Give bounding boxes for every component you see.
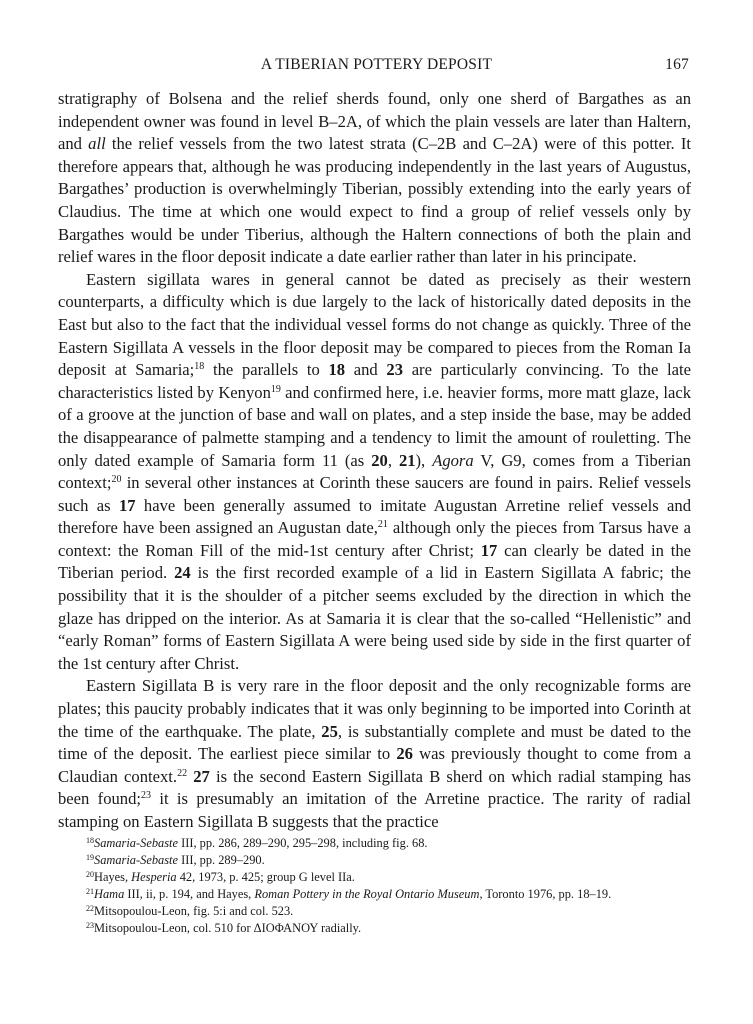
text-run: ), [415, 450, 433, 470]
text-run: Mitsopoulou-Leon, col. 510 for ΔΙΟΦΑΝΟΥ radially. [94, 921, 362, 935]
running-title: A TIBERIAN POTTERY DEPOSIT [260, 56, 493, 73]
catalogue-number: 26 [396, 744, 413, 764]
text-run: III, pp. 289–290. [177, 853, 265, 867]
italic-text: Hesperia [131, 870, 177, 884]
footnote-ref: 23 [141, 790, 151, 802]
footnote [58, 886, 691, 903]
text-run: the parallels to [204, 360, 329, 380]
paragraph [58, 269, 691, 676]
text-run: Hayes, [94, 870, 132, 884]
text-run: was previously thought to come from a Claudian context. [58, 744, 691, 786]
text-run: the relief vessels from the two latest strata (C–2B and C–2A) were of this potter. It therefore appears that, although he was producing independently in the last years of Augustus, Bargathes’ production is overwhelmingly Tiberian, possibly extending into the early years of Claudius. The time at which one would expect to find a group of relief vessels only by Bargathes would be under Tiberius, although the Haltern connections of both the plain and relief wares in the floor deposit indicate a date earlier rather than later in his principate. [58, 134, 691, 267]
text-run: 42, 1973, p. 425; group G level IIa. [176, 870, 355, 884]
footnote-ref: 19 [86, 853, 94, 862]
italic-text: Samaria-Sebaste [94, 853, 178, 867]
footnote-ref: 20 [111, 474, 122, 486]
catalogue-number: 24 [174, 563, 191, 583]
text-run: V, G9, comes from a Tiberian context; [58, 450, 691, 493]
italic-text: all [88, 134, 106, 154]
footnote-ref: 22 [86, 904, 94, 913]
text-run: is the first recorded example of a lid in Eastern Sigillata A fabric; the possibility that it is the shoulder of a pitcher seems excluded by the direction in which the glaze has dripped on the interior. As at Samaria it is clear that the so-called “Hellenistic” and “early Roman” forms of Eastern Sigillata A were being used side by side in the first quarter of the 1st century after Christ. [58, 563, 691, 673]
footnote [58, 903, 691, 920]
text-run: stratigraphy of Bolsena and the relief sherds found, only one sherd of Bargathes as an independent owner was found in level B–2A, of which the plain vessels are later than Haltern, and [58, 89, 691, 154]
footnotes [58, 835, 691, 937]
text-run: can clearly be dated in the Tiberian period. [58, 540, 691, 583]
text-run: III, pp. 286, 289–290, 295–298, including fig. 68. [177, 836, 428, 850]
text-run: have been generally assumed to imitate Augustan Arretine relief vessels and therefore have been assigned an Augustan date, [58, 495, 691, 538]
footnote-ref: 19 [270, 383, 281, 395]
footnote [58, 920, 691, 937]
catalogue-number: 25 [321, 721, 338, 741]
text-run: and [345, 360, 387, 380]
footnote-ref: 21 [377, 519, 388, 531]
italic-text: Roman Pottery in the Royal Ontario Museum [254, 887, 480, 901]
footnote-ref: 18 [86, 836, 94, 845]
text-run: , Toronto 1976, pp. 18–19. [479, 887, 612, 901]
italic-text: Agora [432, 450, 474, 470]
catalogue-number: 21 [398, 450, 416, 470]
running-header [0, 56, 753, 76]
catalogue-number: 23 [386, 360, 403, 380]
italic-text: Samaria-Sebaste [94, 836, 178, 850]
text-run: III, ii, p. 194, and Hayes, [124, 887, 255, 901]
footnote [58, 869, 691, 886]
text-run: it is presumably an imitation of the Arretine practice. The rarity of radial stamping on Eastern Sigillata B suggests that the practice [58, 789, 691, 831]
text-run: and confirmed here, i.e. heavier forms, more matt glaze, lack of a groove at the junction of base and wall on plates, and a step inside the base, may be added the disappearance of palmette stamping and a tendency to limit the amount of rouletting. The only dated example of Samaria form 11 (as [58, 382, 692, 470]
catalogue-number: 17 [118, 495, 136, 515]
text-run: Eastern Sigillata B is very rare in the floor deposit and the only recognizable forms are plates; this paucity probably indicates that it was only beginning to be imported into Corinth at the time of the earthquake. The plate, [58, 676, 691, 741]
text-run: Eastern sigillata wares in general cannot be dated as precisely as their western counterparts, a difficulty which is due largely to the lack of historically dated deposits in the East but also to the fact that the individual vessel forms do not change as quickly. Three of the Eastern Sigillata A vessels in the floor deposit may be compared to pieces from the Roman Ia deposit at Samaria; [58, 269, 691, 380]
catalogue-number: 17 [480, 540, 498, 560]
body-text [58, 88, 691, 834]
text-run: is the second Eastern Sigillata B sherd on which radial stamping has been found; [58, 766, 691, 809]
italic-text: Hama [94, 887, 125, 901]
footnote [58, 852, 691, 869]
page-number: 167 [665, 56, 689, 73]
text-run: are particularly convincing. To the late characteristics listed by Kenyon [58, 360, 691, 402]
text-run: , is substantially complete and must be dated to the time of the deposit. The earliest piece similar to [58, 721, 691, 764]
text-run: although only the pieces from Tarsus have a context: the Roman Fill of the mid-1st century after Christ; [58, 518, 691, 560]
catalogue-number: 18 [328, 360, 346, 380]
footnote-ref: 18 [194, 361, 205, 373]
text-run: in several other instances at Corinth these saucers are found in pairs. Relief vessels such as [58, 473, 691, 515]
catalogue-number: 20 [371, 450, 388, 470]
paragraph [58, 675, 691, 833]
catalogue-number: 27 [193, 766, 210, 786]
footnote [58, 835, 691, 852]
text-run: Mitsopoulou-Leon, fig. 5:i and col. 523. [94, 904, 294, 918]
footnote-ref: 23 [86, 921, 94, 930]
text-run: , [387, 450, 399, 470]
footnote-ref: 20 [86, 870, 94, 879]
paragraph [58, 88, 691, 269]
footnote-ref: 21 [86, 887, 94, 896]
footnote-ref: 22 [177, 767, 188, 779]
